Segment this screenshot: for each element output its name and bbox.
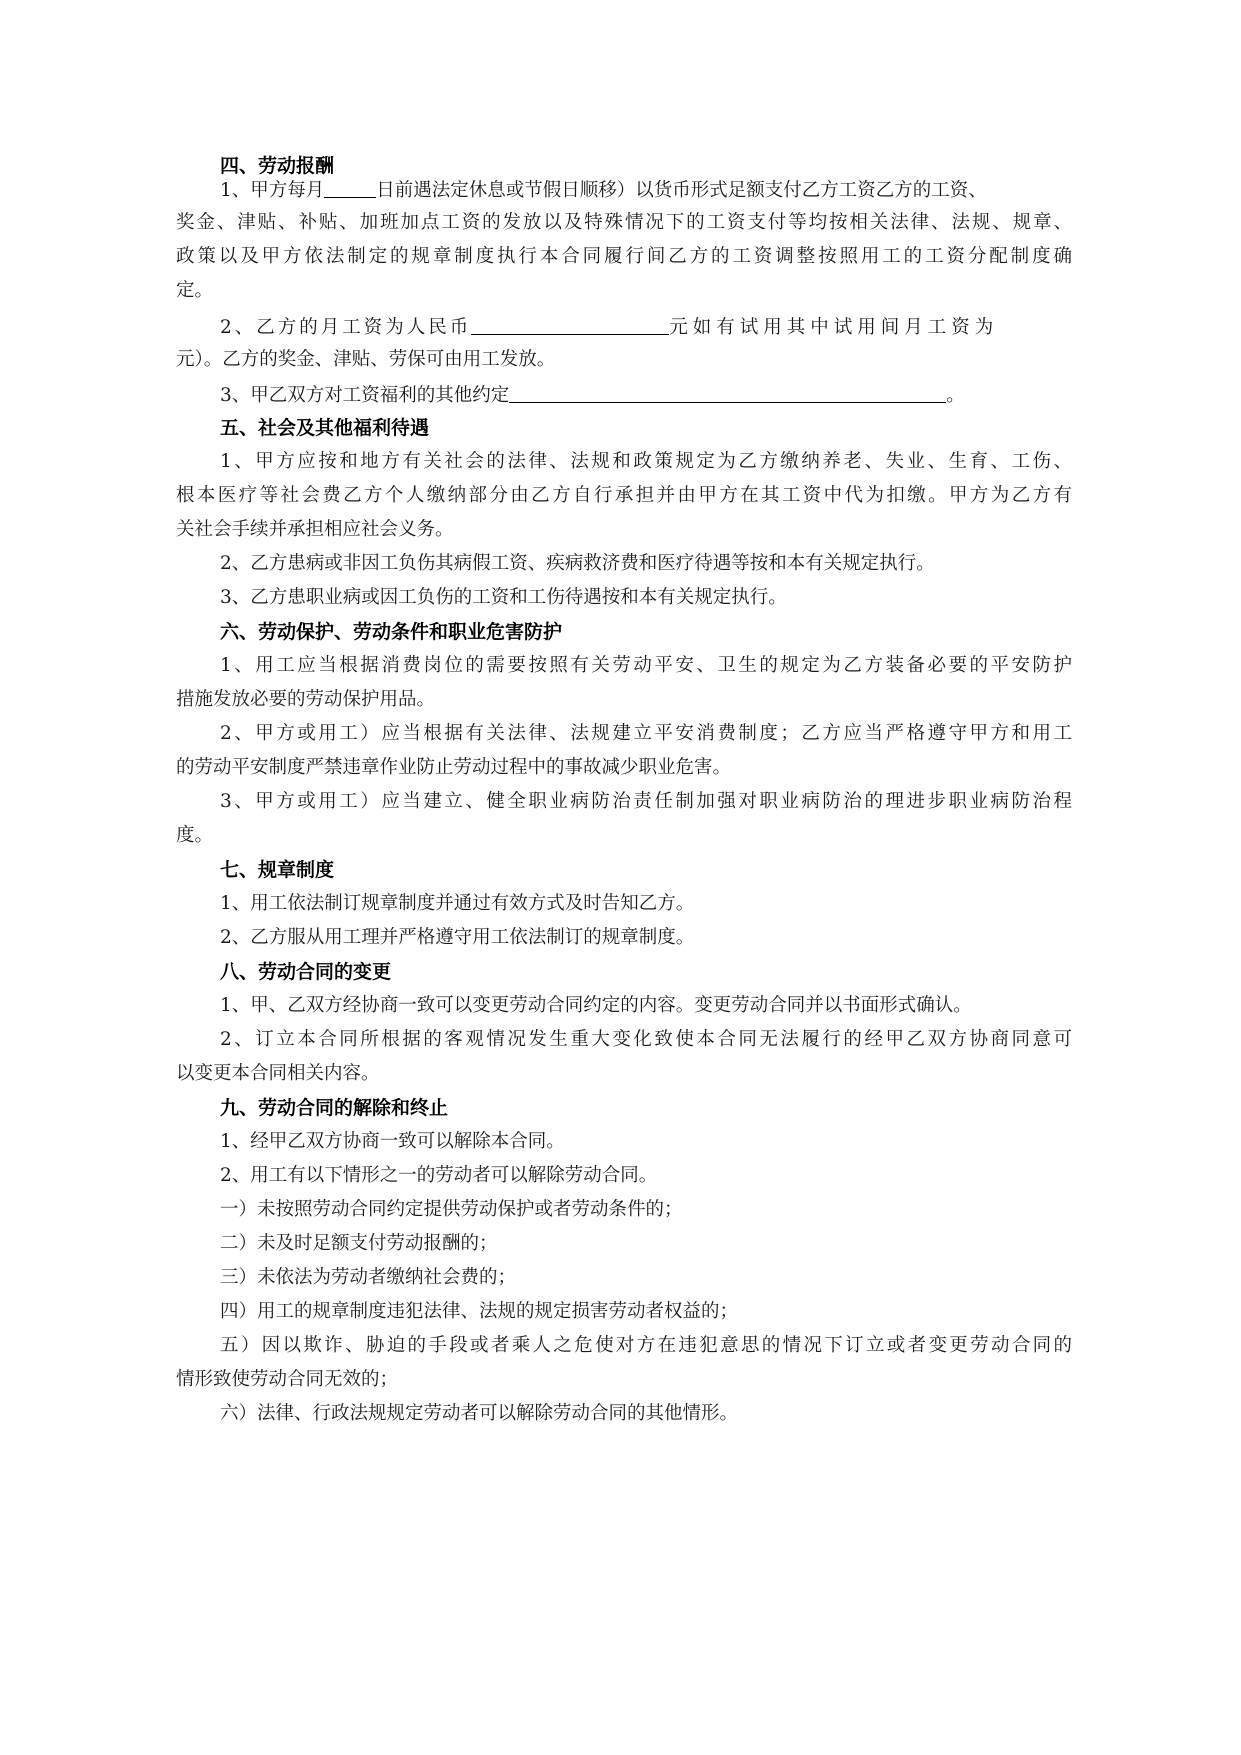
paragraph-line: 3、甲方或用工）应当建立、健全职业病防治责任制加强对职业病防治的理进步职业病防治程 bbox=[220, 791, 1072, 812]
paragraph-line: 3、乙方患职业病或因工负伤的工资和工伤待遇按和本有关规定执行。 bbox=[220, 587, 787, 608]
text-segment: 元如有试用其中试用间月工资为 bbox=[669, 317, 999, 338]
list-item: 五）因以欺诈、胁迫的手段或者乘人之危使对方在违犯意思的情况下订立或者变更劳动合同的 bbox=[220, 1335, 1072, 1356]
paragraph-line: 2、乙方服从用工理并严格遵守用工依法制订的规章制度。 bbox=[220, 927, 695, 948]
text-segment: 1、甲方每月 bbox=[220, 180, 325, 201]
paragraph-line: 以变更本合同相关内容。 bbox=[176, 1063, 380, 1084]
paragraph-line: 奖金、津贴、补贴、加班加点工资的发放以及特殊情况下的工资支付等均按相关法律、法规、规章、 bbox=[176, 212, 1072, 233]
paragraph-line: 1、甲、乙双方经协商一致可以变更劳动合同约定的内容。变更劳动合同并以书面形式确认。 bbox=[220, 995, 972, 1016]
paragraph-line bbox=[220, 314, 1072, 340]
paragraph-line bbox=[220, 177, 1072, 203]
text-segment: 日前遇法定休息或节假日顺移）以货币形式足额支付乙方工资乙方的工资、 bbox=[376, 180, 987, 201]
paragraph-line: 1、用工依法制订规章制度并通过有效方式及时告知乙方。 bbox=[220, 893, 695, 914]
paragraph-line: 2、甲方或用工）应当根据有关法律、法规建立平安消费制度；乙方应当严格遵守甲方和用工 bbox=[220, 723, 1072, 744]
fill-in-blank bbox=[471, 314, 669, 335]
section-heading-8: 八、劳动合同的变更 bbox=[220, 961, 392, 983]
section-heading-6: 六、劳动保护、劳动条件和职业危害防护 bbox=[220, 621, 563, 643]
paragraph-line: 1、用工应当根据消费岗位的需要按照有关劳动平安、卫生的规定为乙方装备必要的平安防护 bbox=[220, 655, 1072, 676]
paragraph-line: 根本医疗等社会费乙方个人缴纳部分由乙方自行承担并由甲方在其工资中代为扣缴。甲方为乙方有 bbox=[176, 485, 1072, 506]
paragraph-line: 2、乙方患病或非因工负伤其病假工资、疾病救济费和医疗待遇等按和本有关规定执行。 bbox=[220, 553, 935, 574]
paragraph-line: 元）。乙方的奖金、津贴、劳保可由用工发放。 bbox=[176, 349, 556, 370]
fill-in-blank bbox=[324, 177, 376, 198]
paragraph-line: 2、订立本合同所根据的客观情况发生重大变化致使本合同无法履行的经甲乙双方协商同意可 bbox=[220, 1029, 1072, 1050]
paragraph-line: 关社会手续并承担相应社会义务。 bbox=[176, 519, 454, 540]
list-item: 六）法律、行政法规规定劳动者可以解除劳动合同的其他情形。 bbox=[220, 1403, 739, 1424]
section-heading-7: 七、规章制度 bbox=[220, 859, 335, 881]
paragraph-line bbox=[220, 382, 1072, 408]
paragraph-line: 政策以及甲方依法制定的规章制度执行本合同履行间乙方的工资调整按照用工的工资分配制度确 bbox=[176, 246, 1072, 267]
section-heading-9: 九、劳动合同的解除和终止 bbox=[220, 1097, 449, 1119]
list-item: 二）未及时足额支付劳动报酬的； bbox=[220, 1233, 498, 1254]
paragraph-line: 定。 bbox=[176, 280, 214, 301]
paragraph-line: 度。 bbox=[176, 825, 214, 846]
paragraph-line: 1、经甲乙双方协商一致可以解除本合同。 bbox=[220, 1131, 565, 1152]
list-item: 四）用工的规章制度违犯法律、法规的规定损害劳动者权益的； bbox=[220, 1301, 739, 1322]
fill-in-blank bbox=[509, 382, 946, 403]
text-segment: 2、乙方的月工资为人民币 bbox=[220, 317, 472, 338]
section-heading-4: 四、劳动报酬 bbox=[220, 155, 335, 177]
list-item-continuation: 情形致使劳动合同无效的； bbox=[176, 1369, 399, 1390]
paragraph-line: 措施发放必要的劳动保护用品。 bbox=[176, 689, 436, 710]
paragraph-line: 1、甲方应按和地方有关社会的法律、法规和政策规定为乙方缴纳养老、失业、生育、工伤、 bbox=[220, 451, 1072, 472]
text-segment: 3、甲乙双方对工资福利的其他约定 bbox=[220, 385, 510, 406]
section-heading-5: 五、社会及其他福利待遇 bbox=[220, 417, 430, 439]
list-item: 一）未按照劳动合同约定提供劳动保护或者劳动条件的； bbox=[220, 1199, 683, 1220]
paragraph-line: 2、用工有以下情形之一的劳动者可以解除劳动合同。 bbox=[220, 1165, 658, 1186]
list-item: 三）未依法为劳动者缴纳社会费的； bbox=[220, 1267, 517, 1288]
paragraph-line: 的劳动平安制度严禁违章作业防止劳动过程中的事故减少职业危害。 bbox=[176, 757, 732, 778]
text-segment: 。 bbox=[946, 385, 965, 406]
